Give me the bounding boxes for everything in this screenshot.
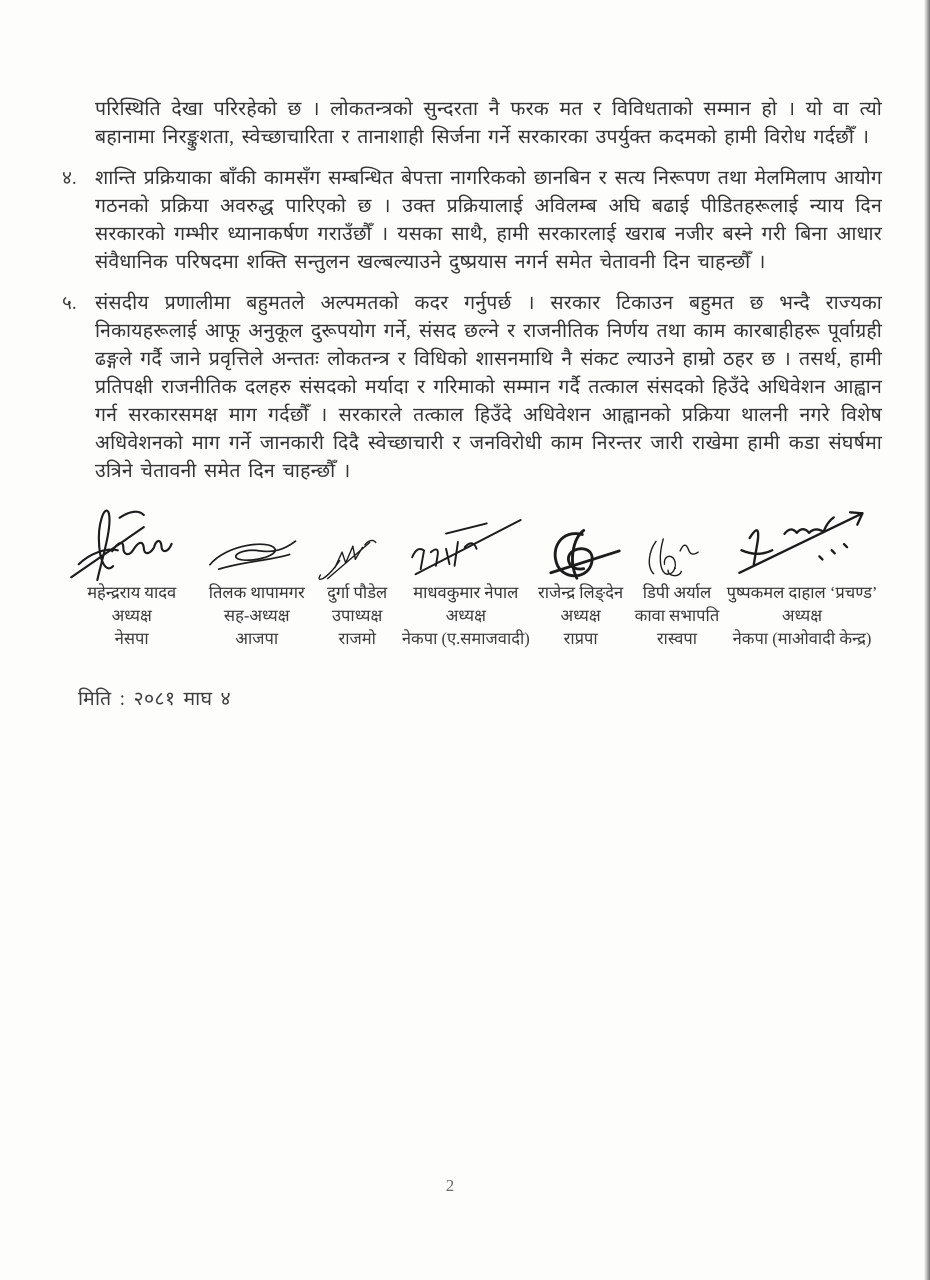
- signatory-title: उपाध्यक्ष: [332, 606, 383, 625]
- signature-madhav-kumar-nepal-icon: [402, 499, 529, 581]
- signatory-party: नेकपा (माओवादी केन्द्र): [732, 629, 872, 648]
- signatory-madhav-kumar-nepal: [402, 499, 529, 650]
- document-body: [62, 96, 882, 711]
- paragraph-text: परिस्थिति देखा परिरहेको छ । लोकतन्त्रको सुन्दरता नै फरक मत र विविधताको सम्मान हो । यो वा त्यो बहानामा निरङ्कुशता, स्वेच्छाचारिता र तानाशाही सिर्जना गर्ने सरकारका उपर्युक्त कदमको हामी विरोध गर्दछौँ ।: [95, 99, 882, 148]
- signatory-name: माधवकुमार नेपाल: [413, 583, 519, 602]
- signatory-mahendra-yadav: [62, 499, 201, 650]
- scan-edge-shadow: [924, 0, 930, 1280]
- date-line: मिति : २०८१ माघ ४: [78, 689, 231, 710]
- signatory-title: अध्यक्ष: [445, 606, 486, 625]
- signature-mahendra-yadav-icon: [62, 499, 201, 581]
- paragraph-4: [62, 165, 882, 277]
- signatory-name: दुर्गा पौडेल: [327, 583, 388, 602]
- signatory-title: सह-अध्यक्ष: [223, 606, 290, 625]
- signatory-title: अध्यक्ष: [111, 606, 152, 625]
- signatory-party: नेसपा: [114, 629, 149, 648]
- paragraph-continuation: [62, 96, 882, 152]
- paragraph-number: ५.: [62, 293, 77, 314]
- signatory-dp-aryal: [632, 499, 722, 650]
- signature-block: [62, 499, 882, 650]
- signatory-party: आजपा: [235, 629, 279, 648]
- signatory-party: राजमो: [338, 629, 376, 648]
- signatory-rajendra-lingden: [529, 499, 632, 650]
- signatory-name: राजेन्द्र लिङ्देन: [538, 583, 624, 602]
- signatories-row: [62, 499, 882, 650]
- signature-dp-aryal-icon: [632, 499, 722, 581]
- signature-rajendra-lingden-icon: [529, 499, 632, 581]
- signatory-durga-paudel: [312, 499, 402, 650]
- signatory-party: नेकपा (ए.समाजवादी): [401, 629, 530, 648]
- signatory-pushpa-kamal-dahal: [722, 499, 882, 650]
- signatory-name: डिपी अर्याल: [642, 583, 712, 602]
- signatory-party: राप्रपा: [563, 629, 598, 648]
- signatory-title: कावा सभापति: [634, 606, 720, 625]
- signature-pushpa-kamal-dahal-icon: [722, 499, 882, 581]
- page-number: 2: [445, 1176, 455, 1195]
- paragraph-5: [62, 290, 882, 486]
- paragraph-text: शान्ति प्रक्रियाका बाँकी कामसँग सम्बन्धित बेपत्ता नागरिकको छानबिन र सत्य निरूपण तथा मेलमिलाप आयोग गठनको प्रक्रिया अवरुद्ध पारिएको छ । उक्त प्रक्रियालाई अविलम्ब अघि बढाई पीडितहरूलाई न्याय दिन सरकारको गम्भीर ध्यानाकर्षण गराउँछौँ । यसका साथै, हामी सरकारलाई खराब नजीर बस्ने गरी बिना आधार संवैधानिक परिषदमा शक्ति सन्तुलन खल्बल्याउने दुष्प्रयास नगर्न समेत चेतावनी दिन चाहन्छौँ ।: [95, 168, 882, 273]
- signature-tilak-thapamagar-icon: [201, 499, 312, 581]
- signatory-tilak-thapamagar: [201, 499, 312, 650]
- signature-durga-paudel-icon: [312, 499, 402, 581]
- paragraph-number: ४.: [62, 168, 77, 189]
- signatory-name: तिलक थापामगर: [208, 583, 305, 602]
- signatory-name: पुष्पकमल दाहाल ‘प्रचण्ड’: [726, 583, 878, 602]
- signatory-party: रास्वपा: [656, 629, 698, 648]
- signatory-title: अध्यक्ष: [560, 606, 601, 625]
- paragraph-text: संसदीय प्रणालीमा बहुमतले अल्पमतको कदर गर्नुपर्छ । सरकार टिकाउन बहुमत छ भन्दै राज्यका निकायहरूलाई आफू अनुकूल दुरूपयोग गर्ने, संसद छल्ने र राजनीतिक निर्णय तथा काम कारबाहीहरू पूर्वाग्रही ढङ्गले गर्दै जाने प्रवृत्तिले अन्ततः लोकतन्त्र र विधिको शासनमाथि नै संकट ल्याउने हाम्रो ठहर छ । तसर्थ, हामी प्रतिपक्षी राजनीतिक दलहरु संसदको मर्यादा र गरिमाको सम्मान गर्दै तत्काल संसदको हिउँदे अधिवेशन आह्वान गर्न सरकारसमक्ष माग गर्दछौँ । सरकारले तत्काल हिउँदे अधिवेशन आह्वानको प्रक्रिया थालनी नगरे विशेष अधिवेशनको माग गर्ने जानकारी दिदै स्वेच्छाचारी र जनविरोधी काम निरन्तर जारी राखेमा हामी कडा संघर्षमा उत्रिने चेतावनी समेत दिन चाहन्छौँ ।: [95, 293, 882, 482]
- signatory-title: अध्यक्ष: [781, 606, 823, 625]
- signatory-name: महेन्द्रराय यादव: [87, 583, 177, 602]
